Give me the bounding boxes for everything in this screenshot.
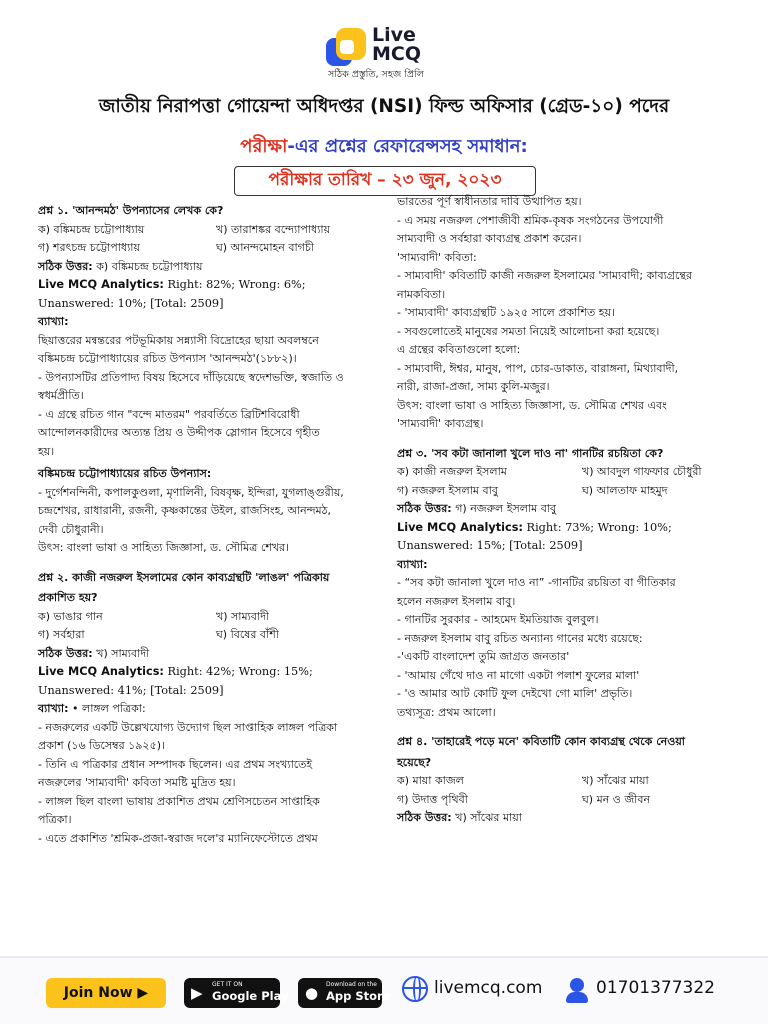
option-b: খ) তারাশঙ্কর বন্দ্যোপাধ্যায় (216, 222, 331, 236)
analytics: Live MCQ Analytics: Right: 42%; Wrong: 15%; (38, 665, 313, 678)
question-2 (38, 569, 372, 849)
website-link[interactable]: livemcq.com (434, 978, 543, 998)
question-text: প্রশ্ন ১. 'আনন্দমঠ' উপন্যাসের লেখক কে? (38, 204, 224, 217)
apple-icon: ● (305, 984, 319, 1002)
question-3 (397, 445, 739, 723)
explanation-line: সাম্যবাদী ও সর্বহারা কাব্যগ্রন্থ প্রকাশ করেন। (397, 232, 582, 245)
explanation-line: প্রকাশ (১৬ ডিসেম্বর ১৯২৫)। (38, 739, 165, 752)
question-1 (38, 202, 372, 558)
option-b: খ) সাম্যবাদী (216, 609, 270, 623)
option-c: গ) নজরুল ইসলাম বাবু (397, 483, 498, 497)
explanation-line: ভারতের পূর্ণ স্বাধীনতার দাবি উত্থাপিত হয়। (397, 195, 582, 208)
explanation-label: ব্যাখ্যা: • লাঙ্গল পত্রিকা: (38, 702, 146, 715)
q2-continuation (397, 193, 739, 434)
explanation-line: - 'সাম্যবাদী' কাব্যগ্রন্থটি ১৯২৫ সালে প্রকাশিত হয়। (397, 306, 615, 319)
explanation-line: -'একটি বাংলাদেশ তুমি জাগ্রত জনতার' (397, 650, 570, 663)
livemcq-logo-icon (326, 28, 366, 68)
explanation-line: আন্দোলনকারীদের অত্যন্ত প্রিয় ও উদ্দীপক স্লোগান হিসেবে গৃহীত (38, 426, 320, 439)
novels-line: - দুর্গেশনন্দিনী, কপালকুণ্ডলা, মৃণালিনী, বিষবৃক্ষ, ইন্দিরা, যুগলাঙ্গুরীয়, (38, 485, 344, 499)
phone-number[interactable]: 01701377322 (596, 978, 715, 998)
explanation-line: ছিয়াত্তরের মন্বন্তরের পটভূমিকায় সন্ন্যাসী বিদ্রোহের ছায়া অবলম্বনে (38, 333, 319, 347)
explanation-line: - গানটির সুরকার - আহমেদ ইমতিয়াজ বুলবুল। (397, 613, 599, 626)
options-row (397, 791, 739, 810)
explanation-line: নারী, রাজা-প্রজা, সাম্য কুলি-মজুর। (397, 380, 550, 393)
app-store-badge[interactable]: ● Download on the App Store (298, 978, 382, 1008)
explanation-line: - এ সময় নজরুল পেশাজীবী শ্রমিক-কৃষক সংগঠনের উপযোগী (397, 213, 664, 227)
explanation-line: - এ গ্রন্থে রচিত গান "বন্দে মাতরম" পরবর্তিতে ব্রিটিশবিরোধী (38, 407, 300, 421)
explanation-line: হয়। (38, 444, 55, 458)
source-line: তথ্যসূত্র: প্রথম আলো। (397, 705, 496, 719)
question-4 (397, 733, 739, 828)
explanation-line: হলেন নজরুল ইসলাম বাবু। (397, 594, 516, 608)
explanation-line: পত্রিকা। (38, 813, 72, 826)
explanation-line: - এতে প্রকাশিত 'শ্রমিক-প্রজা-স্বরাজ দলে'র ম্যানিফেস্টোতে প্রথম (38, 831, 318, 845)
correct-answer: সঠিক উত্তর: খ) সাঁঝের মায়া (397, 811, 522, 824)
right-column (397, 193, 739, 828)
explanation-line: - 'ও আমার আট কোটি ফুল দেইখো গো মালি' প্রভৃতি। (397, 687, 633, 700)
logo-tagline: সঠিক প্রস্তুতি, সহজ প্রিলি (328, 69, 424, 80)
explanation-line: - লাঙ্গল ছিল বাংলা ভাষায় প্রকাশিত প্রথম শ্রেণিসচেতন সাপ্তাহিক (38, 794, 320, 808)
correct-answer: সঠিক উত্তর: ক) বঙ্কিমচন্দ্র চট্টোপাধ্যায় (38, 259, 203, 273)
explanation-line: - সাম্যবাদী' কবিতাটি কাজী নজরুল ইসলামের 'সাম্যবাদী; কাব্যগ্রন্থের (397, 269, 693, 282)
option-b: খ) আবদুল গাফফার চৌধুরী (582, 465, 702, 478)
brand-logo (322, 22, 462, 82)
explanation-line: - নজরুলের একটি উল্লেখযোগ্য উদ্যোগ ছিল সাপ্তাহিক লাঙ্গল পত্রিকা (38, 720, 338, 734)
options-row (38, 626, 372, 645)
novels-line: দেবী চৌধুরানী। (38, 522, 104, 536)
explanation-line: স্বধর্মপ্রীতি। (38, 389, 84, 402)
question-text-cont: প্রকাশিত হয়? (38, 591, 98, 604)
explanation-line: - উপন্যাসটির প্রতিপাদ্য বিষয় হিসেবে দাঁড়িয়েছে স্বদেশভক্তি, স্বজাতি ও (38, 370, 344, 384)
option-d: ঘ) মন ও জীবন (582, 792, 651, 806)
options-row (38, 221, 372, 240)
question-text-cont: হয়েছে? (397, 755, 432, 769)
question-text: প্রশ্ন ২. কাজী নজরুল ইসলামের কোন কাব্যগ্রন্থটি 'লাঙল' পত্রিকায় (38, 570, 330, 584)
support-icon (564, 976, 590, 1004)
source-line: 'সাম্যবাদী' কাব্যগ্রন্থ। (397, 417, 484, 430)
explanation-line: - সবগুলোতেই মানুষের সমতা নিয়েই আলোচনা করা হয়েছে। (397, 324, 660, 338)
option-b: খ) সাঁঝের মায়া (582, 774, 649, 787)
option-d: ঘ) বিষের বাঁশী (216, 628, 279, 641)
explanation-line: এ গ্রন্থের কবিতাগুলো হলো: (397, 343, 521, 356)
option-c: গ) সর্বহারা (38, 628, 85, 641)
options-row (38, 608, 372, 627)
correct-answer: সঠিক উত্তর: গ) নজরুল ইসলাম বাবু (397, 502, 557, 515)
analytics-line-2: Unanswered: 15%; [Total: 2509] (397, 539, 583, 552)
exam-date-badge: পরীক্ষার তারিখ – ২৩ জুন, ২০২৩ (234, 166, 536, 196)
options-row (397, 463, 739, 482)
explanation-label: ব্যাখ্যা: (397, 557, 428, 571)
logo-wordmark: Live MCQ (372, 24, 422, 65)
play-icon: ▶ (191, 984, 203, 1002)
explanation-line: 'সাম্যবাদী' কবিতা: (397, 250, 477, 264)
source-line: উৎস: বাংলা ভাষা ও সাহিত্য জিজ্ঞাসা, ড. সৌমিত্র শেখর এবং (397, 398, 667, 412)
option-c: গ) উদাত্ত পৃথিবী (397, 792, 468, 806)
novels-line: চন্দ্রশেখর, রাধারানী, রজনী, কৃষ্ণকান্তের উইল, রাজসিংহ, আনন্দমঠ, (38, 504, 332, 517)
option-c: গ) শরৎচন্দ্র চট্টোপাধ্যায় (38, 241, 140, 254)
options-row (397, 772, 739, 791)
explanation-line: নজরুলের 'সাম্যবাদী' কবিতা সমষ্টি মুদ্রিত হয়। (38, 776, 236, 789)
option-a: ক) মায়া কাজল (397, 774, 464, 787)
explanation-line: - “সব কটা জানালা খুলে দাও না” -গানটির রচয়িতা বা গীতিকার (397, 576, 676, 589)
options-row (38, 239, 372, 258)
explanation-line: বঙ্কিমচন্দ্র চট্টোপাধ্যায়ের রচিত উপন্যাস 'আনন্দমঠ'(১৮৮২)। (38, 352, 297, 365)
globe-icon (402, 976, 428, 1002)
explanation-line: - 'আমায় গেঁথে দাও না মাগো একটা পলাশ ফুলের মালা' (397, 668, 640, 682)
left-column (38, 200, 372, 848)
question-text: প্রশ্ন ৪. 'তাহারেই পড়ে মনে' কবিতাটি কোন কাব্যগ্রন্থ থেকে নেওয়া (397, 735, 685, 748)
google-play-badge[interactable]: ▶ GET IT ON Google Play (184, 978, 280, 1008)
correct-answer: সঠিক উত্তর: খ) সাম্যবাদী (38, 646, 150, 660)
explanation-line: - তিনি এ পত্রিকার প্রধান সম্পাদক ছিলেন। এর প্রথম সংখ্যাতেই (38, 757, 313, 771)
options-row (397, 482, 739, 501)
option-d: ঘ) আলতাফ মাহমুদ (582, 483, 668, 497)
question-text: প্রশ্ন ৩. 'সব কটা জানালা খুলে দাও না' গানটির রচয়িতা কে? (397, 446, 664, 460)
explanation-label: ব্যাখ্যা: (38, 315, 69, 328)
option-d: ঘ) আনন্দমোহন বাগচী (216, 241, 314, 254)
novels-heading: বঙ্কিমচন্দ্র চট্টোপাধ্যায়ের রচিত উপন্যাস: (38, 467, 212, 480)
option-a: ক) ভাঙার গান (38, 609, 103, 623)
analytics: Live MCQ Analytics: Right: 73%; Wrong: 10%; (397, 520, 672, 534)
explanation-line: - নজরুল ইসলাম বাবু রচিত অন্যান্য গানের মধ্যে রয়েছে: (397, 631, 643, 645)
source-line: উৎস: বাংলা ভাষা ও সাহিত্য জিজ্ঞাসা, ড. সৌমিত্র শেখর। (38, 541, 290, 554)
page-title: জাতীয় নিরাপত্তা গোয়েন্দা অধিদপ্তর (NSI) ফিল্ড অফিসার (গ্রেড-১০) পদের (98, 96, 670, 117)
option-a: ক) বঙ্কিমচন্দ্র চট্টোপাধ্যায় (38, 222, 145, 236)
analytics-line-2: Unanswered: 41%; [Total: 2509] (38, 683, 224, 697)
join-now-button[interactable]: Join Now ▶ (46, 978, 166, 1008)
explanation-line: - সাম্যবাদী, ঈশ্বর, মানুষ, পাপ, চোর-ডাকাত, বারাঙ্গনা, মিথ্যাবাদী, (397, 361, 679, 375)
analytics: Live MCQ Analytics: Right: 82%; Wrong: 6%; (38, 278, 306, 291)
explanation-line: নামকবিতা। (397, 287, 446, 301)
option-a: ক) কাজী নজরুল ইসলাম (397, 465, 507, 478)
analytics-line-2: Unanswered: 10%; [Total: 2509] (38, 296, 224, 310)
page-subtitle: পরীক্ষা-এর প্রশ্নের রেফারেন্সসহ সমাধান: (240, 136, 528, 157)
